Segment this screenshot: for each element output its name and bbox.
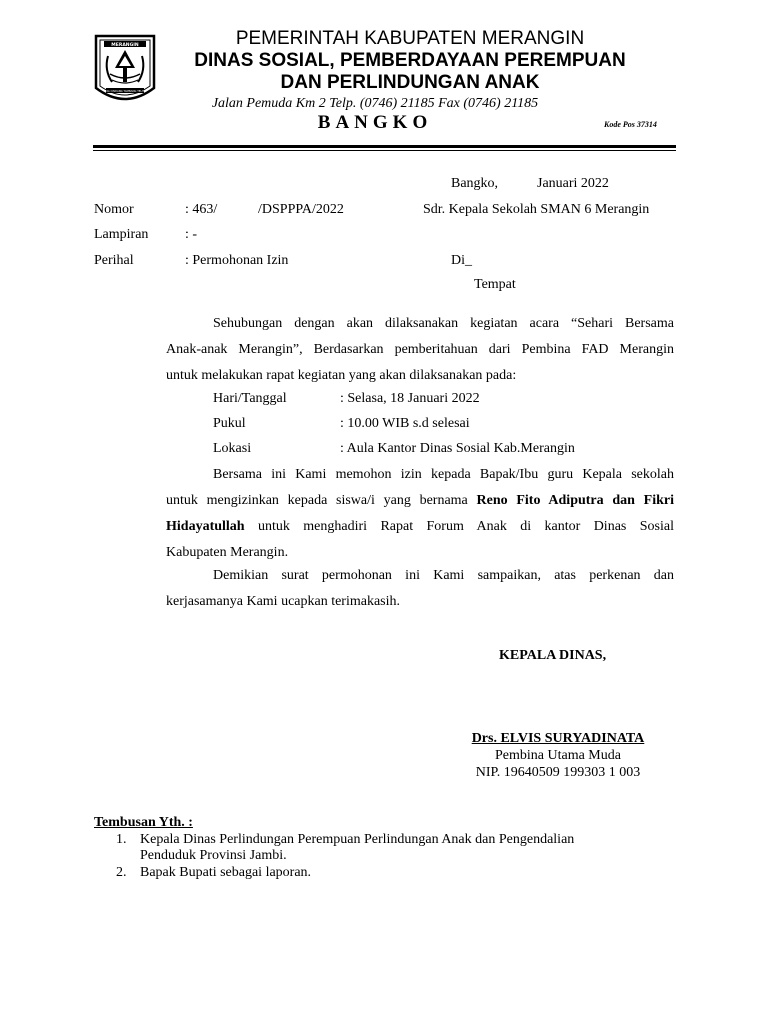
cc-item-2-line-1: Bapak Bupati sebagai laporan.	[140, 865, 312, 880]
detail-value-pukul: : 10.00 WIB s.d selesai	[340, 416, 470, 431]
paragraph-2-line-3-text: untuk menghadiri Rapat Forum Anak di kantor Dinas Sosial	[258, 519, 674, 534]
perihal-value: : Permohonan Izin	[185, 253, 289, 268]
recipient-line-1: Sdr. Kepala Sekolah SMAN 6 Merangin	[423, 202, 650, 217]
paragraph-2-line-2	[166, 488, 674, 514]
recipient-line-2: Di_	[451, 253, 472, 268]
paragraph-2-line-4: Kabupaten Merangin.	[166, 545, 289, 560]
paragraph-2-line-2-text: untuk mengizinkan kepada siswa/i yang bernama	[166, 493, 468, 508]
paragraph-1-line-3: untuk melakukan rapat kegiatan yang akan dilaksanakan pada:	[166, 368, 517, 383]
paragraph-3	[166, 563, 674, 615]
logo-bottom-text: TALI UNDANG TAMBANG TELITI	[104, 90, 146, 93]
paragraph-2-line-3	[166, 514, 674, 540]
nomor-value-b: /DSPPPA/2022	[258, 202, 344, 217]
paragraph-1	[166, 311, 674, 389]
signatory-nip: NIP. 19640509 199303 1 003	[475, 765, 641, 780]
paragraph-3-line-1: Demikian surat permohonan ini Kami sampaikan, atas perkenan dan	[213, 568, 674, 583]
paragraph-1-line-2: Anak-anak Merangin”, Berdasarkan pemberitahuan dari Pembina FAD Merangin	[166, 342, 674, 357]
cc-item-1-line-1: Kepala Dinas Perlindungan Perempuan Perlindungan Anak dan Pengendalian	[140, 832, 575, 847]
detail-label-lokasi: Lokasi	[213, 441, 252, 456]
letterhead-rule-thick	[93, 145, 676, 148]
nomor-label: Nomor	[94, 202, 134, 217]
detail-value-hari: : Selasa, 18 Januari 2022	[340, 391, 480, 406]
letterhead-rule-thin	[93, 150, 676, 151]
detail-value-lokasi: : Aula Kantor Dinas Sosial Kab.Merangin	[340, 441, 575, 456]
paragraph-2-line-1: Bersama ini Kami memohon izin kepada Bapak/Ibu guru Kepala sekolah	[213, 467, 674, 482]
letterhead-line-1: PEMERINTAH KABUPATEN MERANGIN	[235, 28, 585, 49]
paragraph-1-line-1: Sehubungan dengan akan dilaksanakan kegiatan acara “Sehari Bersama	[213, 316, 674, 331]
logo-top-text: MERANGIN	[111, 43, 139, 48]
letterhead-line-3: DAN PERLINDUNGAN ANAK	[280, 72, 540, 93]
signatory-name: Drs. ELVIS SURYADINATA	[471, 731, 645, 746]
cc-item-1-number: 1.	[116, 832, 127, 847]
lampiran-label: Lampiran	[94, 227, 149, 242]
student-names-part-1: Reno Fito Adiputra dan Fikri	[476, 493, 675, 508]
letterhead-address: Jalan Pemuda Km 2 Telp. (0746) 21185 Fax (0746) 21185	[211, 96, 539, 111]
cc-item-2-number: 2.	[116, 865, 127, 880]
cc-title: Tembusan Yth. :	[94, 815, 193, 830]
postal-code: Kode Pos 37314	[604, 120, 657, 129]
paragraph-3-line-2: kerjasamanya Kami ucapkan terimakasih.	[166, 594, 401, 609]
signature-title: KEPALA DINAS,	[499, 648, 607, 663]
letterhead-city: BANGKO	[317, 112, 433, 133]
date-month-year: Januari 2022	[537, 176, 609, 191]
nomor-value-a: : 463/	[185, 202, 218, 217]
merangin-regency-emblem	[90, 30, 160, 110]
student-names-part-2: Hidayatullah	[166, 519, 245, 534]
paragraph-2	[166, 462, 674, 566]
signatory-rank: Pembina Utama Muda	[495, 748, 621, 763]
detail-label-hari: Hari/Tanggal	[213, 391, 287, 406]
cc-item-1-line-2: Penduduk Provinsi Jambi.	[140, 848, 287, 863]
lampiran-value: : -	[185, 227, 198, 242]
detail-label-pukul: Pukul	[213, 416, 246, 431]
perihal-label: Perihal	[94, 253, 134, 268]
recipient-line-3: Tempat	[474, 277, 516, 292]
date-place: Bangko,	[451, 176, 499, 191]
letterhead-line-2: DINAS SOSIAL, PEMBERDAYAAN PEREMPUAN	[194, 50, 626, 71]
